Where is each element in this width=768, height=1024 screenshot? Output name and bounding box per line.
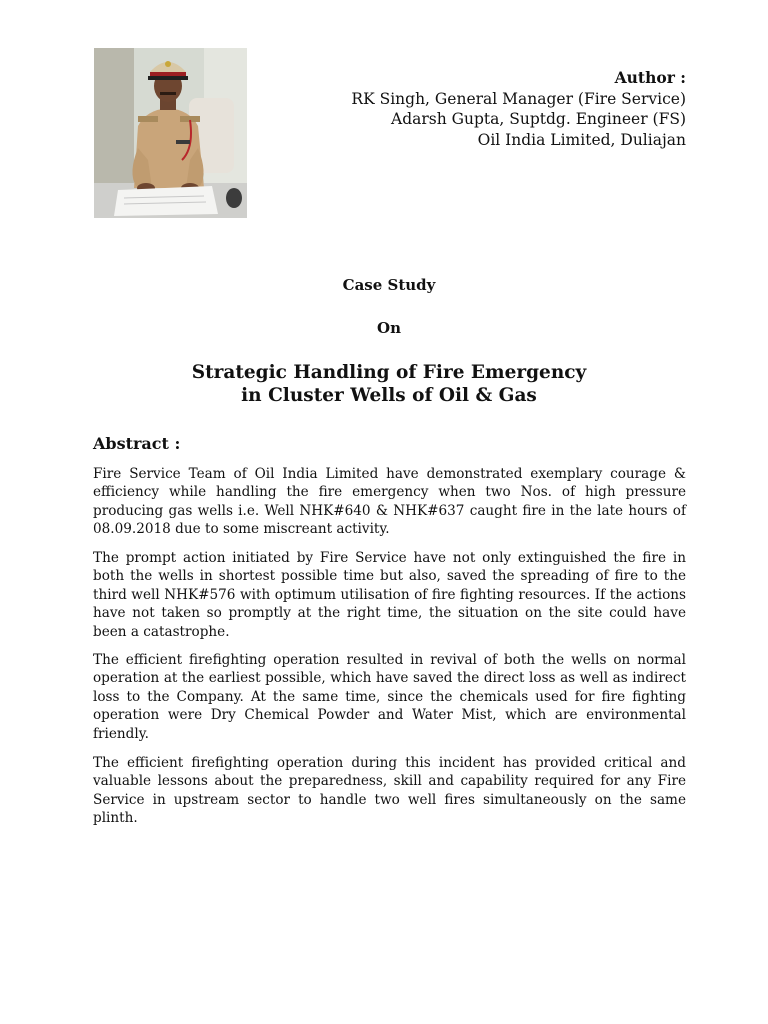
- author-label: Author :: [614, 68, 686, 87]
- case-study-label: Case Study: [342, 276, 436, 294]
- title-line-1: Strategic Handling of Fire Emergency: [191, 362, 587, 383]
- author-line-2: Adarsh Gupta, Suptdg. Engineer (FS): [391, 110, 686, 128]
- on-label: On: [377, 319, 401, 337]
- abstract-paragraph-4: The efficient firefighting operation during this incident has provided critical and valuable lessons about the preparedness, skill and capability required for any Fire Service in upstream sector to handle two well fires simultaneously on the same plinth.: [93, 755, 686, 827]
- officer-portrait-photo: [94, 48, 247, 218]
- author-block: [351, 68, 686, 150]
- author-line-3: Oil India Limited, Duliajan: [477, 130, 686, 149]
- abstract-paragraph-3: The efficient firefighting operation resulted in revival of both the wells on normal operation at the earliest possible, which have saved the direct loss as well as indirect loss to the Company. At the same time, since the chemicals used for fire fighting operation were Dry Chemical Powder and Water Mist, which are environmental friendly.: [93, 652, 686, 742]
- document-title: [0, 362, 768, 407]
- author-photo: [94, 48, 247, 218]
- abstract-paragraph-2: The prompt action initiated by Fire Service have not only extinguished the fire in both the wells in shortest possible time but also, saved the spreading of fire to the third well NHK#576 with optimum utilisation of fire fighting resources. If the actions have not taken so promptly at the right time, the situation on the site could have been a catastrophe.: [93, 550, 686, 640]
- abstract-paragraph-1: Fire Service Team of Oil India Limited have demonstrated exemplary courage & efficiency while handling the fire emergency when two Nos. of high pressure producing gas wells i.e. Well NHK#640 & NHK#637 caught fire in the late hours of 08.09.2018 due to some miscreant activity.: [93, 466, 686, 538]
- abstract-heading: Abstract :: [93, 434, 181, 453]
- author-line-1: RK Singh, General Manager (Fire Service): [351, 89, 686, 108]
- title-line-2: in Cluster Wells of Oil & Gas: [241, 384, 537, 406]
